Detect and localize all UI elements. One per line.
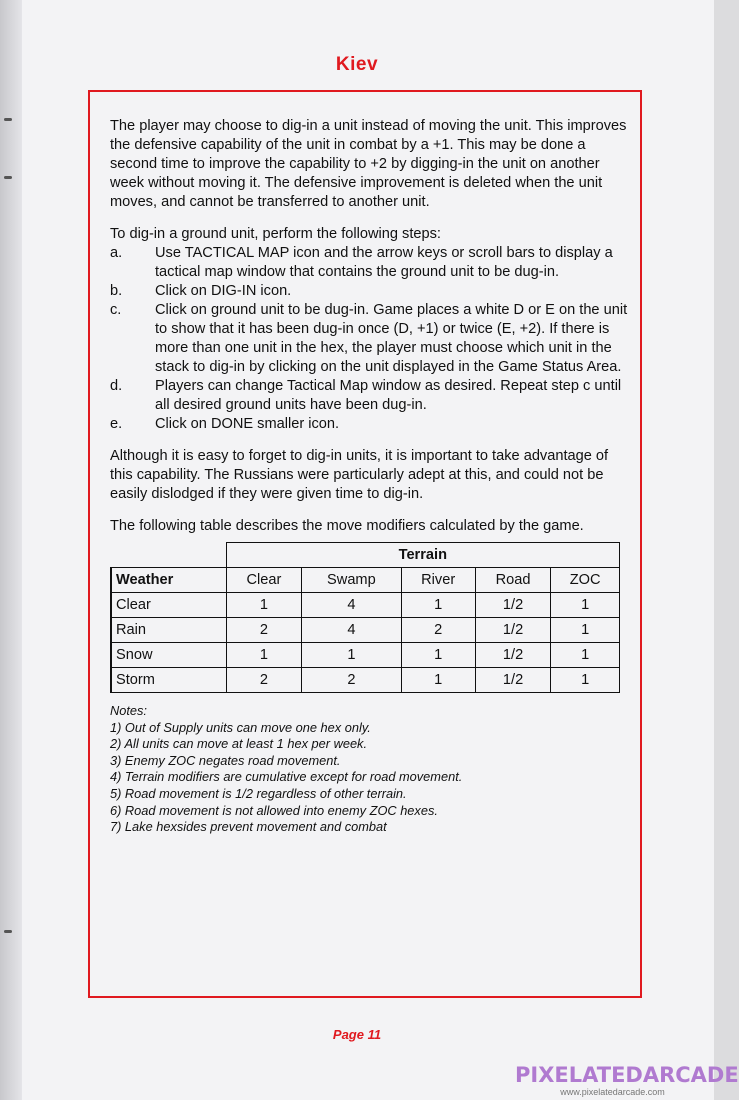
table-cell: 2 — [226, 618, 302, 643]
notes-section — [110, 703, 630, 836]
table-row — [111, 643, 620, 668]
step-text: Click on ground unit to be dug-in. Game places a white D or E on the unit to show that it has been dug-in once (D, +1) or twice (E, +2). If there is more than one unit in the hex, the player must choose which unit in the stack to dig-in by clicking on the unit displayed in the Game Status Area. — [155, 302, 628, 375]
note-item: 7) Lake hexsides prevent movement and combat — [110, 819, 387, 835]
table-corner — [111, 543, 226, 568]
table-cell: 1/2 — [475, 668, 551, 693]
note-item: 5) Road movement is 1/2 regardless of other terrain. — [110, 785, 407, 801]
weather-label: Clear — [111, 593, 226, 618]
step-marker: a. — [110, 245, 123, 261]
steps-list — [110, 244, 630, 434]
table-cell: 1 — [226, 643, 302, 668]
step-item — [110, 244, 630, 282]
step-text: Players can change Tactical Map window as desired. Repeat step c until all desired ground units have been dug-in. — [155, 378, 622, 413]
note-item: 6) Road movement is not allowed into enemy ZOC hexes. — [110, 802, 438, 818]
step-marker: e. — [110, 416, 123, 432]
table-cell: 2 — [302, 668, 401, 693]
table-cell: 1 — [401, 593, 475, 618]
table-cell: 1 — [551, 593, 620, 618]
intro-paragraph: The player may choose to dig-in a unit instead of moving the unit. This improves the defensive capability of the unit in combat by a +1. This may be done a second time to improve the capability to +2 by digging-in the unit on another week without moving it. The defensive improvement is deleted when the unit moves, and cannot be transferred to another unit. — [110, 118, 627, 210]
column-header-row — [111, 568, 620, 593]
notes-list — [110, 720, 630, 836]
note-item: 2) All units can move at least 1 hex per week. — [110, 736, 368, 752]
table-cell: 1 — [302, 643, 401, 668]
column-header: Clear — [226, 568, 302, 593]
table-cell: 1 — [551, 618, 620, 643]
weather-label: Rain — [111, 618, 226, 643]
weather-header: Weather — [111, 568, 226, 593]
staple-mark — [4, 176, 12, 179]
column-header: Road — [475, 568, 551, 593]
steps-intro: To dig-in a ground unit, perform the following steps: — [110, 226, 441, 242]
step-text: Click on DIG-IN icon. — [155, 283, 292, 299]
staple-mark — [4, 118, 12, 121]
note-item: 3) Enemy ZOC negates road movement. — [110, 752, 341, 768]
note-item: 4) Terrain modifiers are cumulative except for road movement. — [110, 769, 463, 785]
step-marker: b. — [110, 283, 123, 299]
terrain-group-header: Terrain — [226, 543, 619, 568]
page-title: Kiev — [335, 54, 379, 75]
table-cell: 1 — [226, 593, 302, 618]
step-marker: c. — [110, 302, 122, 318]
notes-title: Notes: — [110, 703, 147, 718]
table-cell: 1 — [551, 668, 620, 693]
column-header: ZOC — [551, 568, 620, 593]
step-text: Use TACTICAL MAP icon and the arrow keys or scroll bars to display a tactical map window that contains the ground unit to be dug-in. — [155, 245, 613, 280]
table-cell: 1 — [551, 643, 620, 668]
step-marker: d. — [110, 378, 123, 394]
column-header: River — [401, 568, 475, 593]
note-item: 1) Out of Supply units can move one hex only. — [110, 719, 371, 735]
step-item — [110, 415, 630, 434]
page-number: Page 11 — [332, 1027, 382, 1042]
table-row — [111, 618, 620, 643]
table-cell: 2 — [226, 668, 302, 693]
table-cell: 4 — [302, 618, 401, 643]
table-cell: 2 — [401, 618, 475, 643]
move-modifier-table — [110, 542, 620, 693]
table-intro: The following table describes the move modifiers calculated by the game. — [110, 518, 584, 534]
staple-mark — [4, 930, 12, 933]
step-item — [110, 377, 630, 415]
table-cell: 1/2 — [475, 593, 551, 618]
table-row — [111, 593, 620, 618]
watermark-logo: PIXELATEDARCADE — [515, 1063, 739, 1087]
table-cell: 1/2 — [475, 618, 551, 643]
advice-paragraph: Although it is easy to forget to dig-in units, it is important to take advantage of this capability. The Russians were particularly adept at this, and could not be easily dislodged if they were given time to dig-in. — [110, 448, 609, 502]
step-item — [110, 282, 630, 301]
watermark-url: www.pixelatedarcade.com — [560, 1087, 665, 1097]
weather-label: Snow — [111, 643, 226, 668]
page-binding — [0, 0, 22, 1100]
step-text: Click on DONE smaller icon. — [155, 416, 340, 432]
table-row — [111, 668, 620, 693]
step-item — [110, 301, 630, 377]
table-cell: 1 — [401, 668, 475, 693]
weather-label: Storm — [111, 668, 226, 693]
table-cell: 1 — [401, 643, 475, 668]
content-body — [110, 117, 630, 836]
column-header: Swamp — [302, 568, 401, 593]
table-cell: 1/2 — [475, 643, 551, 668]
watermark — [515, 1063, 739, 1097]
table-cell: 4 — [302, 593, 401, 618]
table-header-row — [111, 543, 620, 568]
